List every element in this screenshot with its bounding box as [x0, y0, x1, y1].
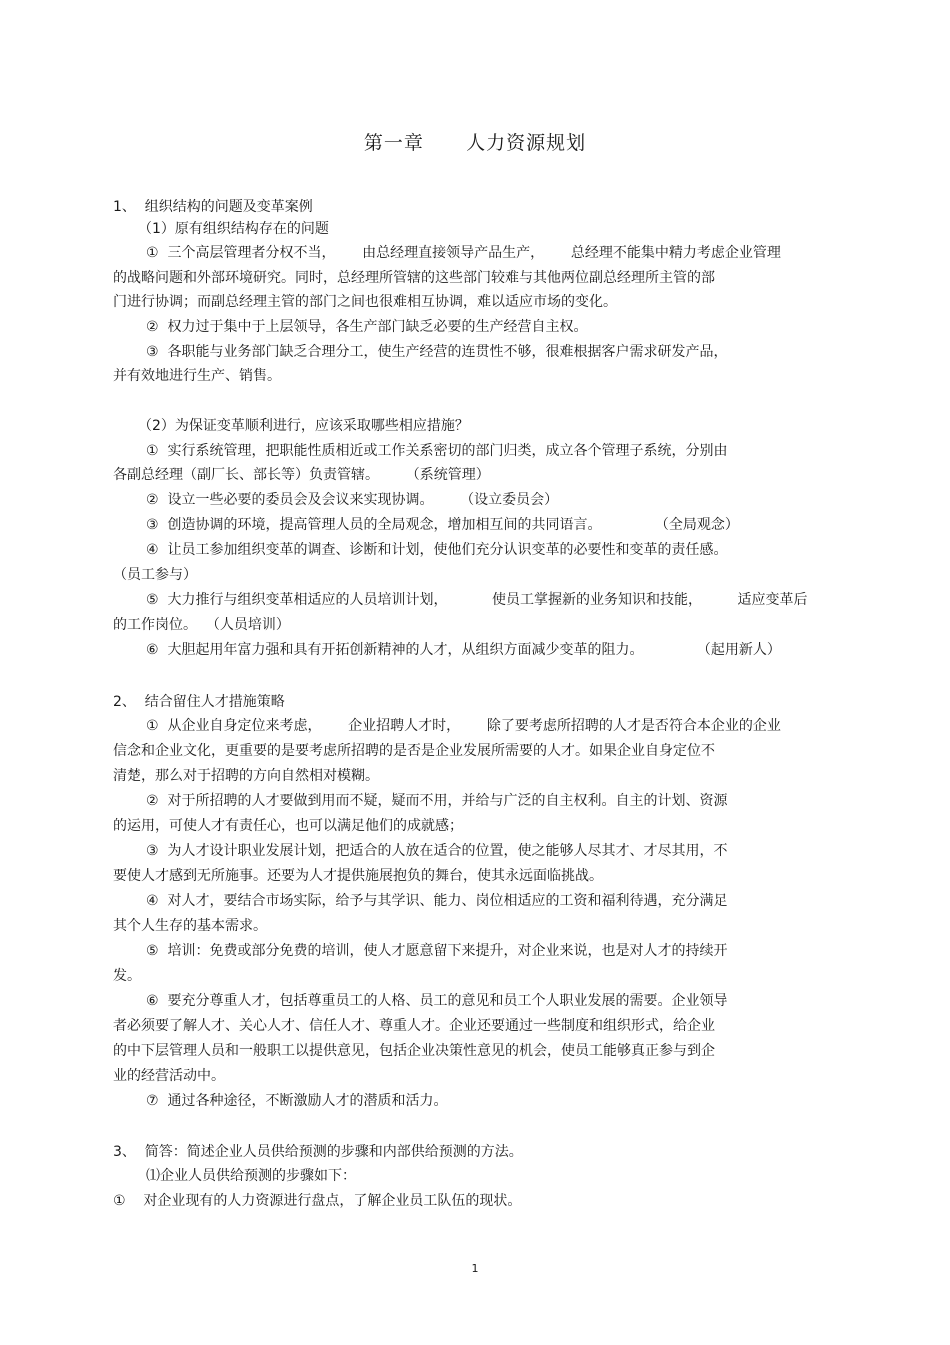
paragraph-line: 门进行协调；而副总经理主管的部门之间也很难相互协调，难以适应市场的变化。 — [113, 294, 617, 310]
section-heading: 2、 结合留住人才措施策略 — [113, 694, 285, 710]
subsection-heading: ⑴企业人员供给预测的步骤如下： — [146, 1168, 356, 1184]
paragraph-line: 的中下层管理人员和一般职工以提供意见，包括企业决策性意见的机会，使员工能够真正参与到企 — [113, 1043, 715, 1059]
chapter-title: 第一章 人力资源规划 — [363, 132, 587, 154]
paragraph-line: 的工作岗位。 （人员培训） — [113, 617, 290, 633]
paragraph-line: ⑤ 大力推行与组织变革相适应的人员培训计划， 使员工掌握新的业务知识和技能， 适应变革后 — [146, 592, 808, 608]
paragraph-line: 业的经营活动中。 — [113, 1068, 225, 1084]
page-number: 1 — [471, 1262, 479, 1275]
paragraph-line: ② 设立一些必要的委员会及会议来实现协调。 （设立委员会） — [146, 492, 559, 508]
paragraph-line: ⑦ 通过各种途径，不断激励人才的潜质和活力。 — [146, 1093, 448, 1109]
paragraph-line: 者必须要了解人才、关心人才、信任人才、尊重人才。企业还要通过一些制度和组织形式，给企业 — [113, 1018, 715, 1034]
paragraph-line: ③ 各职能与业务部门缺乏合理分工，使生产经营的连贯性不够，很难根据客户需求研发产品， — [146, 344, 728, 360]
subsection-heading: （1）原有组织结构存在的问题 — [138, 221, 329, 237]
paragraph-line: ④ 让员工参加组织变革的调查、诊断和计划，使他们充分认识变革的必要性和变革的责任感。 — [146, 542, 728, 558]
section-heading: 1、 组织结构的问题及变革案例 — [113, 199, 313, 215]
paragraph-line: 其个人生存的基本需求。 — [113, 918, 267, 934]
paragraph-line: ① 实行系统管理，把职能性质相近或工作关系密切的部门归类，成立各个管理子系统，分别由 — [146, 443, 728, 459]
paragraph-line: 要使人才感到无所施事。还要为人才提供施展抱负的舞台，使其永远面临挑战。 — [113, 868, 603, 884]
paragraph-line: ⑥ 大胆起用年富力强和具有开拓创新精神的人才，从组织方面减少变革的阻力。 （起用新人） — [146, 642, 781, 658]
paragraph-line: ① 对企业现有的人力资源进行盘点，了解企业员工队伍的现状。 — [113, 1193, 522, 1209]
paragraph-line: ⑤ 培训：免费或部分免费的培训，使人才愿意留下来提升，对企业来说，也是对人才的持续开 — [146, 943, 728, 959]
paragraph-line: ③ 为人才设计职业发展计划，把适合的人放在适合的位置，使之能够人尽其才、才尽其用，不 — [146, 843, 728, 859]
paragraph-line: 发。 — [113, 968, 141, 984]
paragraph-line: （员工参与） — [113, 567, 197, 583]
paragraph-line: ① 三个高层管理者分权不当， 由总经理直接领导产品生产， 总经理不能集中精力考虑企业管理 — [146, 245, 781, 261]
paragraph-line: 信念和企业文化，更重要的是要考虑所招聘的是否是企业发展所需要的人才。如果企业自身定位不 — [113, 743, 715, 759]
paragraph-line: ② 对于所招聘的人才要做到用而不疑，疑而不用，并给与广泛的自主权利。自主的计划、资源 — [146, 793, 728, 809]
paragraph-line: ② 权力过于集中于上层领导，各生产部门缺乏必要的生产经营自主权。 — [146, 319, 588, 335]
section-heading: 3、 简答：简述企业人员供给预测的步骤和内部供给预测的方法。 — [113, 1144, 523, 1160]
paragraph-line: ① 从企业自身定位来考虑， 企业招聘人才时， 除了要考虑所招聘的人才是否符合本企业的企业 — [146, 718, 781, 734]
paragraph-line: 各副总经理（副厂长、部长等）负责管辖。 （系统管理） — [113, 467, 490, 483]
subsection-heading: （2）为保证变革顺利进行，应该采取哪些相应措施？ — [138, 418, 469, 434]
paragraph-line: ⑥ 要充分尊重人才，包括尊重员工的人格、员工的意见和员工个人职业发展的需要。企业领导 — [146, 993, 728, 1009]
paragraph-line: 并有效地进行生产、销售。 — [113, 368, 281, 384]
paragraph-line: ③ 创造协调的环境，提高管理人员的全局观念，增加相互间的共同语言。 （全局观念） — [146, 517, 739, 533]
paragraph-line: ④ 对人才，要结合市场实际，给予与其学识、能力、岗位相适应的工资和福利待遇，充分满足 — [146, 893, 728, 909]
paragraph-line: 清楚，那么对于招聘的方向自然相对模糊。 — [113, 768, 379, 784]
paragraph-line: 的战略问题和外部环境研究。同时，总经理所管辖的这些部门较难与其他两位副总经理所主管的部 — [113, 270, 715, 286]
paragraph-line: 的运用，可使人才有责任心，也可以满足他们的成就感； — [113, 818, 463, 834]
